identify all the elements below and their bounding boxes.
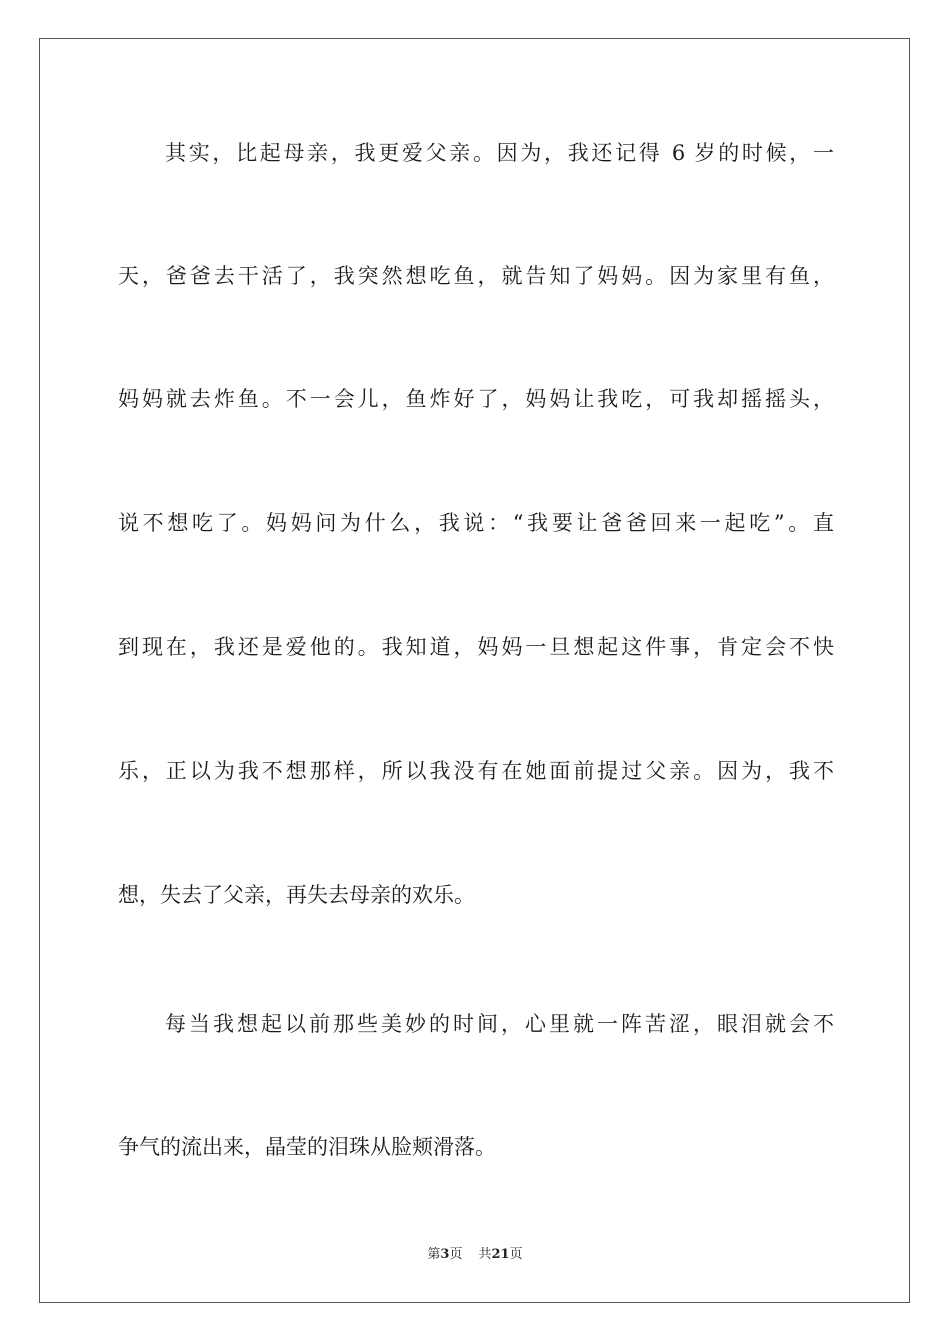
text-line: 妈妈就去炸鱼。不一会儿，鱼炸好了，妈妈让我吃，可我却摇摇头， [118, 387, 834, 411]
total-pages: 21 [491, 1247, 510, 1262]
text-line: 其实，比起母亲，我更爱父亲。因为，我还记得 6 岁的时候，一 [165, 141, 834, 165]
page-prefix: 第 [427, 1247, 441, 1262]
text-line: 说不想吃了。妈妈问为什么，我说：“我要让爸爸回来一起吃”。直 [118, 511, 834, 535]
total-prefix: 共 [478, 1247, 492, 1262]
total-suffix: 页 [509, 1247, 523, 1262]
page-footer [0, 1246, 950, 1264]
text-line: 想，失去了父亲，再失去母亲的欢乐。 [118, 883, 475, 907]
page-number: 3 [440, 1247, 450, 1262]
text-line: 每当我想起以前那些美妙的时间，心里就一阵苦涩，眼泪就会不 [165, 1012, 834, 1036]
text-line: 争气的流出来，晶莹的泪珠从脸颊滑落。 [118, 1135, 496, 1159]
text-line: 天，爸爸去干活了，我突然想吃鱼，就告知了妈妈。因为家里有鱼， [118, 264, 834, 288]
text-line: 乐，正以为我不想那样，所以我没有在她面前提过父亲。因为，我不 [118, 759, 834, 783]
page-border [39, 38, 910, 1303]
text-line: 到现在，我还是爱他的。我知道，妈妈一旦想起这件事，肯定会不快 [118, 635, 834, 659]
page-suffix: 页 [449, 1247, 463, 1262]
